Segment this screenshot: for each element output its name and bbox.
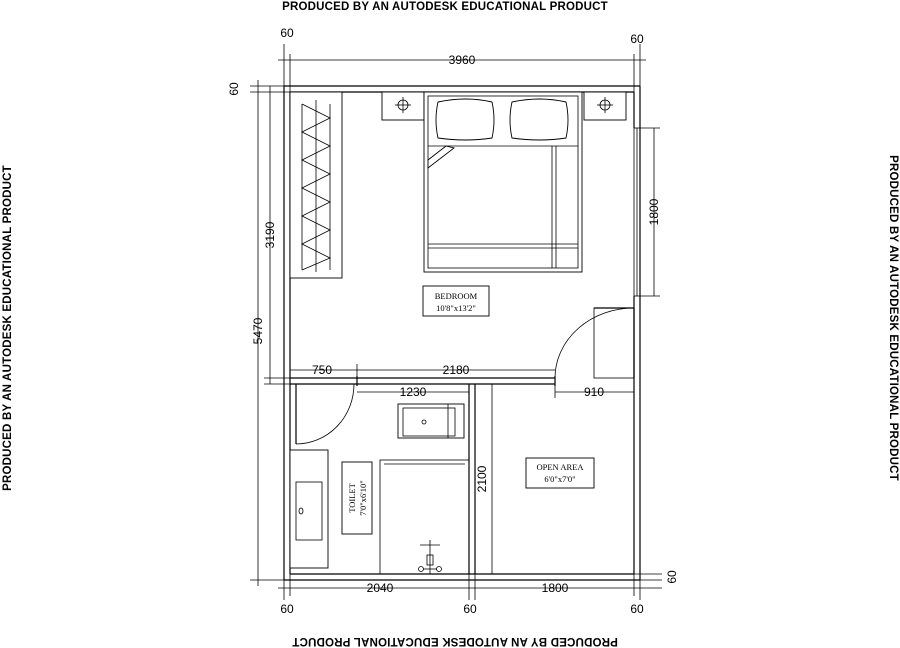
- dim-750: 750: [311, 363, 333, 377]
- toilet-name: TOILET: [347, 483, 357, 513]
- dim-left-top-wall: 60: [227, 82, 241, 96]
- toilet-size: 7'0"x6'10": [358, 480, 368, 516]
- open-area-name: OPEN AREA: [536, 462, 584, 472]
- toilet-door: [296, 384, 354, 444]
- bedroom-label: [423, 286, 489, 316]
- dim-bottom-right-wall: 60: [630, 602, 644, 616]
- bedroom-door: [555, 308, 634, 378]
- open-area-label: [526, 458, 594, 488]
- dim-left-total: 5470: [251, 317, 265, 345]
- bedroom-name: BEDROOM: [434, 291, 478, 301]
- dim-right-window: 1800: [647, 198, 661, 226]
- dim-right-bottom-wall: 60: [665, 570, 679, 584]
- dim-top-right-wall: 60: [630, 32, 644, 46]
- wardrobe: [290, 92, 342, 278]
- bedside-table-right: [584, 92, 626, 120]
- toilet-fixtures: [290, 404, 469, 574]
- watermark-bottom: PRODUCED BY AN AUTODESK EDUCATIONAL PRODUCT: [292, 635, 618, 647]
- dim-910: 910: [583, 385, 605, 399]
- dim-bottom-toilet: 2040: [366, 581, 394, 595]
- bedroom-size: 10'8"x13'2": [436, 303, 476, 313]
- dim-top-total: 3960: [448, 53, 476, 67]
- dim-top-left-wall: 60: [280, 26, 294, 40]
- dim-bottom-mid-wall: 60: [463, 602, 477, 616]
- dim-left-bedroom: 3190: [263, 221, 277, 249]
- toilet-label: [342, 462, 372, 534]
- dim-2180: 2180: [442, 363, 470, 377]
- dim-bottom-left-wall: 60: [280, 602, 294, 616]
- watermark-left: PRODUCED BY AN AUTODESK EDUCATIONAL PRODUCT: [2, 165, 14, 491]
- dim-bottom-open: 1800: [541, 581, 569, 595]
- double-bed: [424, 92, 582, 272]
- open-area-size: 6'0"x7'0": [544, 474, 576, 484]
- watermark-right: PRODUCED BY AN AUTODESK EDUCATIONAL PRODUCT: [887, 155, 899, 481]
- bedside-table-left: [382, 92, 424, 120]
- window-right: [634, 128, 640, 296]
- watermark-top: PRODUCED BY AN AUTODESK EDUCATIONAL PRODUCT: [282, 1, 608, 13]
- dim-1230: 1230: [399, 385, 427, 399]
- dim-open-area-height: 2100: [475, 465, 489, 493]
